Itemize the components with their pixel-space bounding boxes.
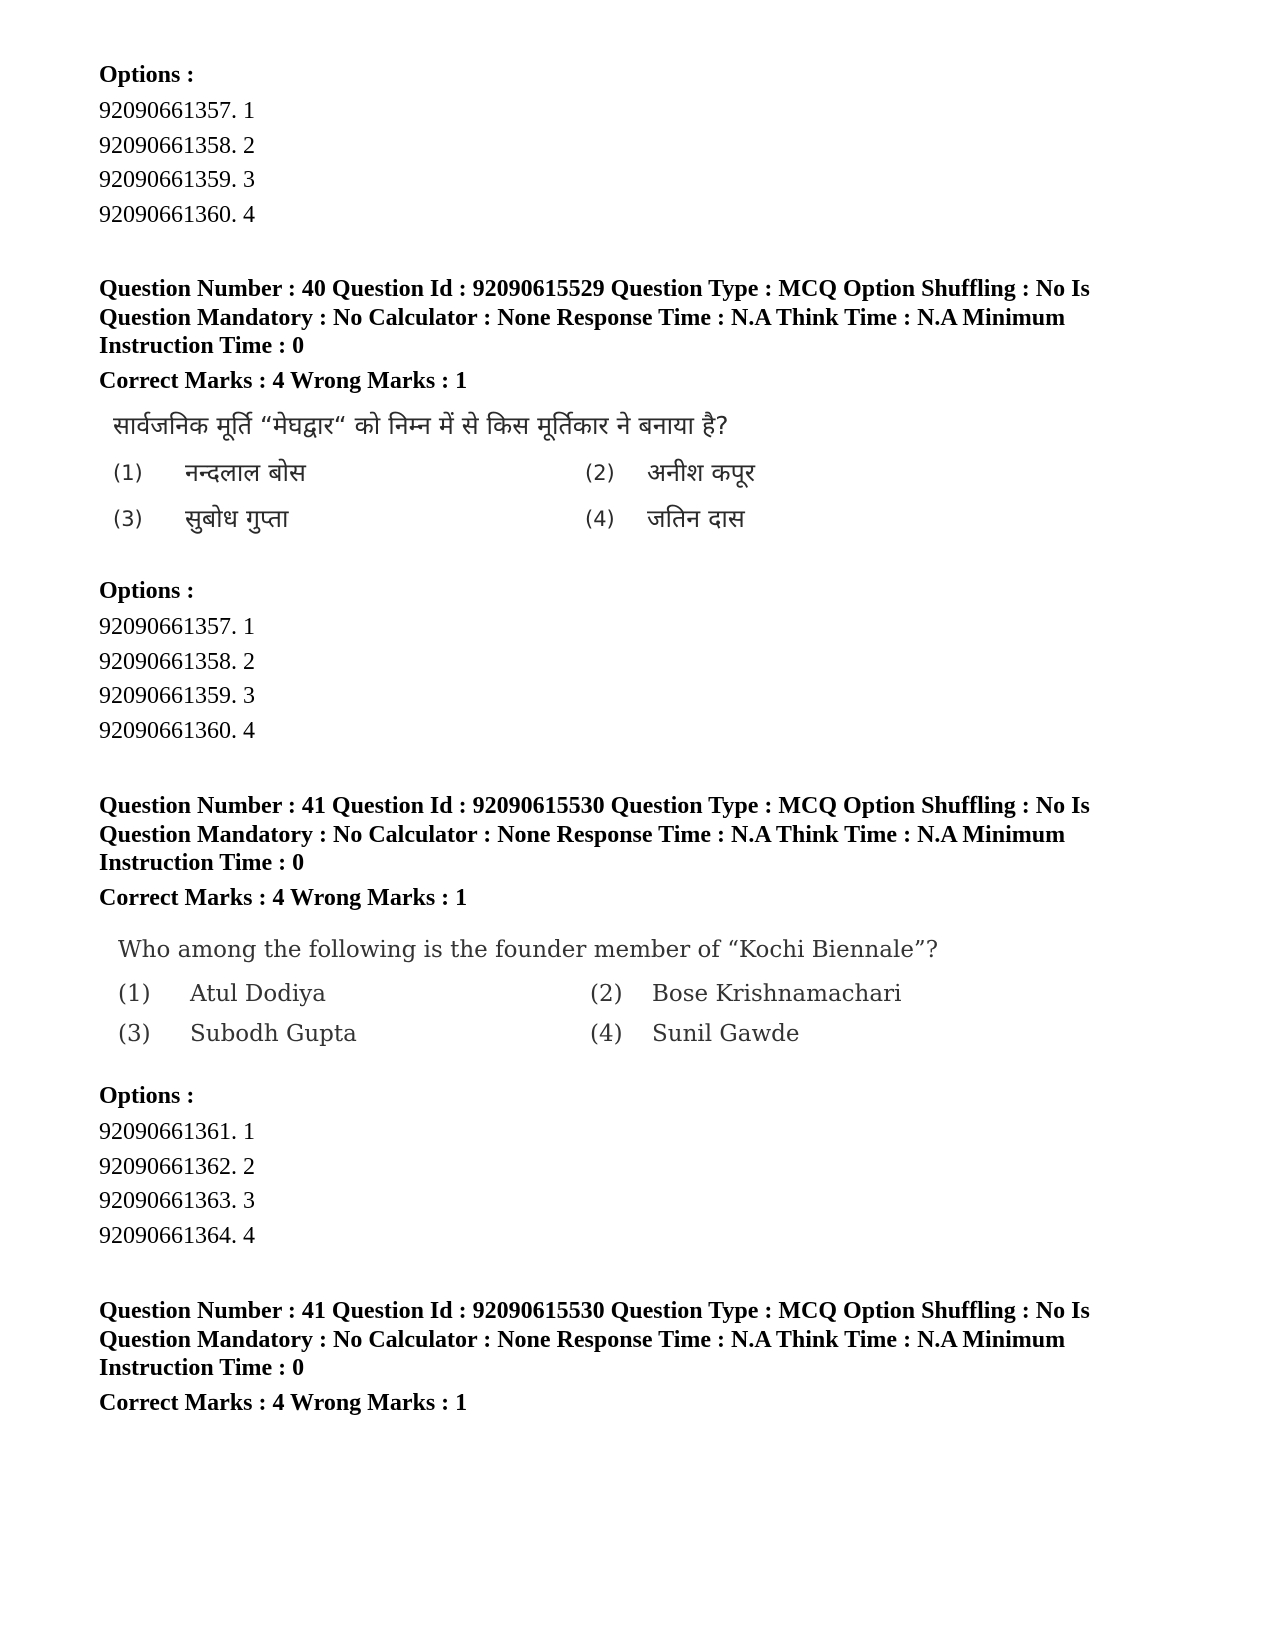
question-meta: Question Number : 41 Question Id : 92090615530 Question Type : MCQ Option Shuffling : No Is Question Mandatory : No Calculator : None Response Time : N.A Think Time : N.A Minimum Instruction Time : 0 — [99, 793, 1090, 876]
options-list — [99, 94, 255, 232]
choice-grid — [118, 979, 952, 1049]
choice-text: Atul Dodiya — [190, 981, 327, 1007]
options-block — [99, 61, 255, 232]
choice-text: Bose Krishnamachari — [652, 981, 902, 1007]
choice-number: (1) — [118, 981, 151, 1007]
options-heading: Options : — [99, 62, 195, 88]
option-id-line: 92090661364. 4 — [99, 1222, 255, 1249]
options-list — [99, 1115, 255, 1253]
question-meta: Question Number : 40 Question Id : 92090615529 Question Type : MCQ Option Shuffling : No Is Question Mandatory : No Calculator : None Response Time : N.A Think Time : N.A Minimum Instruction Time : 0 — [99, 276, 1090, 359]
question-meta: Question Number : 41 Question Id : 92090615530 Question Type : MCQ Option Shuffling : No Is Question Mandatory : No Calculator : None Response Time : N.A Think Time : N.A Minimum Instruction Time : 0 — [99, 1298, 1090, 1381]
option-id-line: 92090661357. 1 — [99, 614, 255, 640]
option-id-line: 92090661358. 2 — [99, 648, 255, 675]
choice-number: (1) — [113, 461, 143, 485]
choice-text: अनीश कपूर — [647, 458, 756, 487]
choice-text: Subodh Gupta — [190, 1021, 357, 1047]
question-marks: Correct Marks : 4 Wrong Marks : 1 — [99, 884, 468, 911]
option-id-line: 92090661359. 3 — [99, 167, 255, 193]
question-stem: Who among the following is the founder member of “Kochi Biennale”? — [118, 937, 939, 963]
option-id-line: 92090661358. 2 — [99, 132, 255, 159]
option-id-line: 92090661361. 1 — [99, 1119, 255, 1145]
options-block — [99, 577, 255, 748]
question-marks: Correct Marks : 4 Wrong Marks : 1 — [99, 1389, 468, 1416]
option-id-line: 92090661362. 2 — [99, 1153, 255, 1180]
options-heading: Options : — [99, 1083, 195, 1109]
options-list — [99, 610, 255, 748]
question-header — [99, 275, 1179, 395]
option-id-line: 92090661360. 4 — [99, 201, 255, 228]
choice-number: (3) — [113, 507, 143, 531]
option-id-line: 92090661363. 3 — [99, 1188, 255, 1214]
question-marks: Correct Marks : 4 Wrong Marks : 1 — [99, 367, 468, 394]
choice-number: (3) — [118, 1021, 151, 1047]
question-body — [113, 410, 947, 536]
choice-number: (4) — [585, 507, 615, 531]
choice-text: सुबोध गुप्ता — [185, 504, 289, 533]
choice-text: नन्दलाल बोस — [185, 458, 306, 487]
choice-number: (4) — [590, 1021, 623, 1047]
options-heading: Options : — [99, 578, 195, 604]
choice-number: (2) — [590, 981, 623, 1007]
question-header — [99, 792, 1179, 912]
question-stem: सार्वजनिक मूर्ति “मेघद्वार“ को निम्न में से किस मूर्तिकार ने बनाया है? — [113, 411, 729, 440]
choice-grid — [113, 456, 947, 536]
option-id-line: 92090661360. 4 — [99, 717, 255, 744]
choice-text: Sunil Gawde — [652, 1021, 800, 1047]
options-block — [99, 1082, 255, 1253]
option-id-line: 92090661357. 1 — [99, 98, 255, 124]
choice-text: जतिन दास — [647, 504, 745, 533]
choice-number: (2) — [585, 461, 615, 485]
option-id-line: 92090661359. 3 — [99, 683, 255, 709]
question-body — [118, 935, 952, 1049]
question-header — [99, 1297, 1179, 1417]
